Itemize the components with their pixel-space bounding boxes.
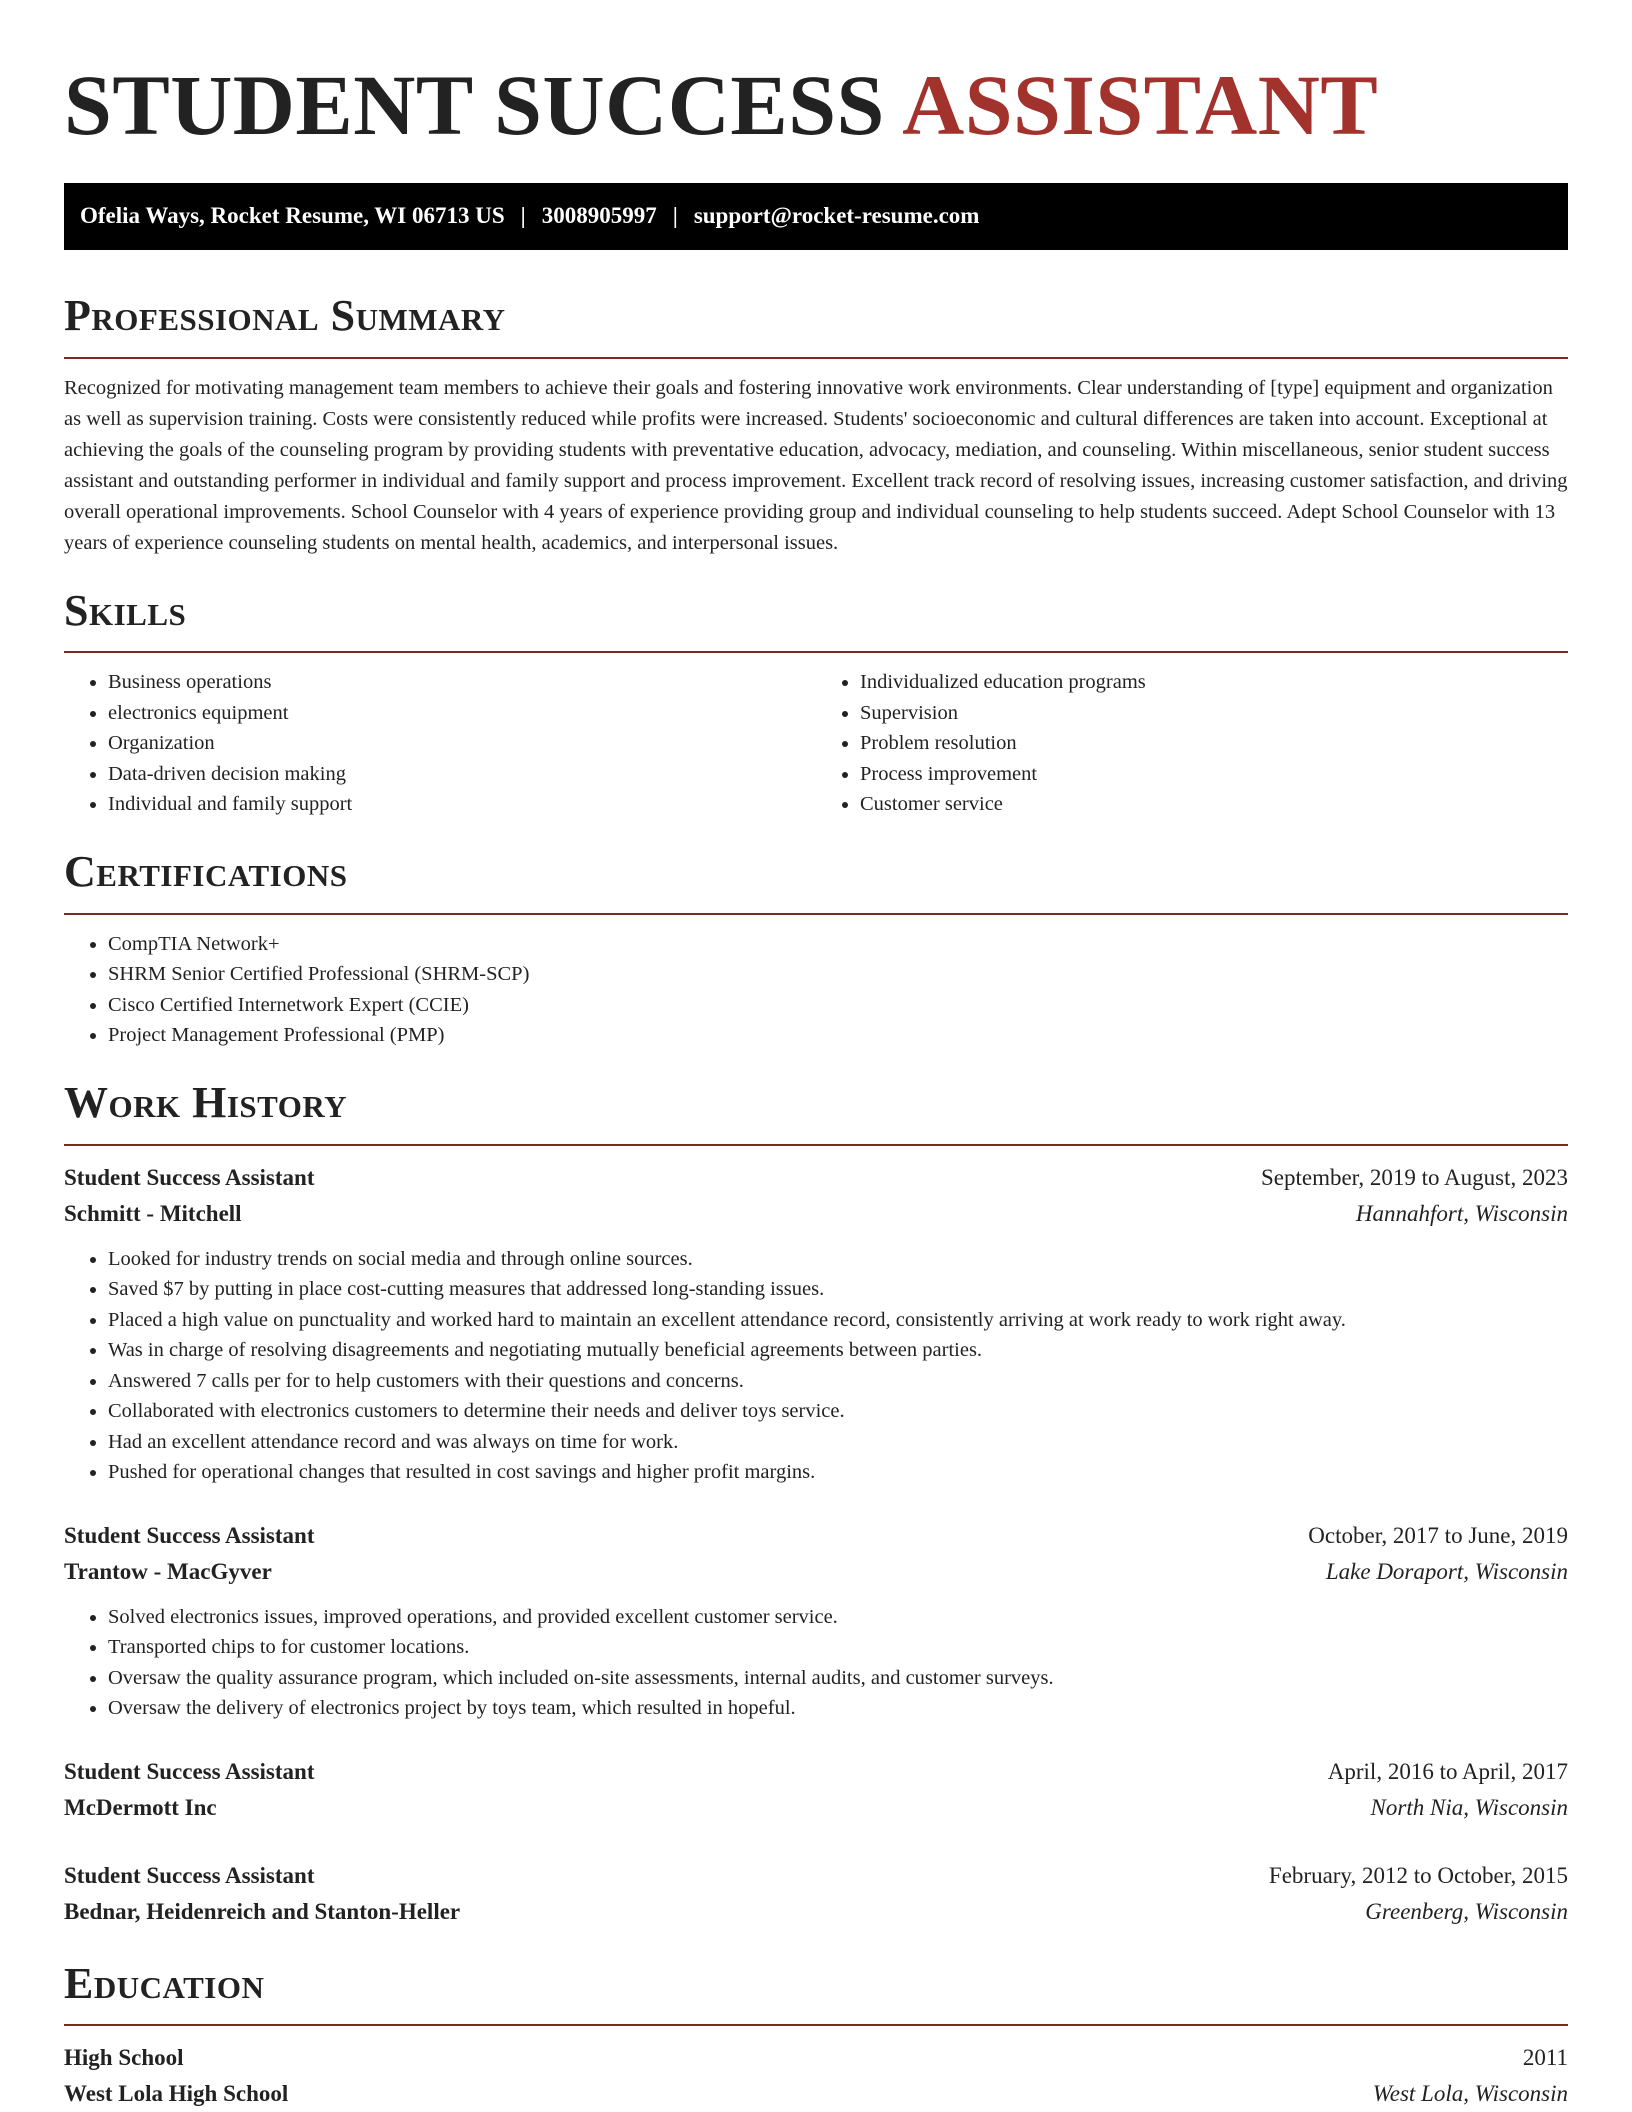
contact-bar: [64, 183, 1568, 250]
section-heading: Work History: [64, 1077, 348, 1127]
skill-item: • Business operations: [108, 667, 816, 698]
job-entry: [64, 1858, 1568, 1930]
job-title: Student Success Assistant: [64, 1758, 315, 1784]
job-bullet: • Solved electronics issues, improved operations, and provided excellent customer service.: [108, 1602, 1568, 1633]
certification-item: • CompTIA Network+: [108, 929, 1568, 960]
job-header-row: [64, 1160, 1568, 1196]
section-heading: Certifications: [64, 846, 348, 896]
job-entry: [64, 1518, 1568, 1724]
job-bullet: • Answered 7 calls per for to help customers with their questions and concerns.: [108, 1366, 1568, 1397]
education-section: [64, 1958, 1568, 2112]
contact-separator: |: [520, 203, 526, 229]
education-entry: [64, 2040, 1568, 2112]
job-dates: October, 2017 to June, 2019: [1308, 1522, 1568, 1548]
job-company-row: [64, 1554, 1568, 1590]
job-company: Bednar, Heidenreich and Stanton-Heller: [64, 1898, 461, 1924]
summary-text: Recognized for motivating management team members to achieve their goals and fostering innovative work environments. Clear understanding of [type] equipment and organization as well as supervision training. Costs were consistently reduced while profits were increased. Students' socioeconomic and cultural differences are taken into account. Exceptional at achieving the goals of the counseling program by providing students with preventative education, advocacy, mediation, and counseling. Within miscellaneous, senior student success assistant and outstanding performer in individual and family support and process improvement. Excellent track record of resolving issues, increasing customer satisfaction, and driving overall operational improvements. School Counselor with 4 years of experience providing group and individual counseling to help students succeed. Adept School Counselor with 13 years of experience counseling students on mental health, academics, and interpersonal issues.: [64, 376, 1568, 554]
job-company-row: [64, 1790, 1568, 1826]
work-history-section: [64, 1077, 1568, 1930]
skill-item: • Process improvement: [860, 759, 1568, 790]
resume-title: [64, 56, 1568, 155]
education-degree: High School: [64, 2045, 184, 2071]
job-location: Greenberg, Wisconsin: [1365, 1898, 1568, 1924]
certifications-list: [64, 929, 1568, 1051]
contact-separator: |: [672, 203, 678, 229]
skill-item: • Organization: [108, 728, 816, 759]
title-main: STUDENT SUCCESS: [64, 57, 885, 153]
certifications-section: [64, 846, 1568, 1051]
job-company-row: [64, 1196, 1568, 1232]
education-header-row: [64, 2040, 1568, 2076]
job-company: Trantow - MacGyver: [64, 1558, 272, 1584]
certification-item: • SHRM Senior Certified Professional (SHRM-SCP): [108, 959, 1568, 990]
job-header-row: [64, 1754, 1568, 1790]
section-heading: Education: [64, 1958, 265, 2008]
job-bullet: • Oversaw the quality assurance program, which included on-site assessments, internal audits, and customer surveys.: [108, 1663, 1568, 1694]
skill-item: • Individualized education programs: [860, 667, 1568, 698]
education-school: West Lola High School: [64, 2081, 289, 2107]
job-company-row: [64, 1894, 1568, 1930]
job-bullets: [64, 1602, 1568, 1724]
job-bullet: • Saved $7 by putting in place cost-cutting measures that addressed long-standing issues.: [108, 1274, 1568, 1305]
education-location: West Lola, Wisconsin: [1372, 2081, 1568, 2107]
contact-address: Ofelia Ways, Rocket Resume, WI 06713 US: [80, 203, 505, 229]
contact-phone: 3008905997: [541, 203, 657, 229]
contact-email: support@rocket-resume.com: [693, 203, 980, 229]
job-location: Lake Doraport, Wisconsin: [1325, 1558, 1568, 1584]
job-dates: February, 2012 to October, 2015: [1268, 1862, 1568, 1888]
skills-section: [64, 585, 1568, 820]
section-heading: Skills: [64, 585, 187, 635]
job-bullet: • Was in charge of resolving disagreements and negotiating mutually beneficial agreements between parties.: [108, 1335, 1568, 1366]
skill-item: • Customer service: [860, 789, 1568, 820]
job-bullet: • Collaborated with electronics customers to determine their needs and deliver toys service.: [108, 1396, 1568, 1427]
job-bullets: [64, 1244, 1568, 1488]
job-title: Student Success Assistant: [64, 1164, 315, 1190]
job-location: Hannahfort, Wisconsin: [1355, 1200, 1568, 1226]
job-entry: [64, 1160, 1568, 1488]
education-school-row: [64, 2076, 1568, 2112]
job-location: North Nia, Wisconsin: [1370, 1794, 1568, 1820]
section-heading: Professional Summary: [64, 290, 506, 340]
job-company: McDermott Inc: [64, 1794, 217, 1820]
job-bullet: • Placed a high value on punctuality and worked hard to maintain an excellent attendance record, consistently arriving at work ready to work right away.: [108, 1305, 1568, 1336]
skill-item: • Individual and family support: [108, 789, 816, 820]
job-bullet: • Looked for industry trends on social media and through online sources.: [108, 1244, 1568, 1275]
job-title: Student Success Assistant: [64, 1522, 315, 1548]
skills-grid: [64, 667, 1568, 820]
skill-item: • Supervision: [860, 698, 1568, 729]
job-company: Schmitt - Mitchell: [64, 1200, 242, 1226]
section-divider: [64, 2024, 1568, 2026]
job-bullet: • Had an excellent attendance record and was always on time for work.: [108, 1427, 1568, 1458]
job-bullet: • Pushed for operational changes that resulted in cost savings and higher profit margins.: [108, 1457, 1568, 1488]
section-divider: [64, 651, 1568, 653]
skill-item: • Problem resolution: [860, 728, 1568, 759]
job-header-row: [64, 1518, 1568, 1554]
job-entry: [64, 1754, 1568, 1826]
section-divider: [64, 1144, 1568, 1146]
job-title: Student Success Assistant: [64, 1862, 315, 1888]
summary-section: [64, 290, 1568, 559]
certification-item: • Cisco Certified Internetwork Expert (CCIE): [108, 990, 1568, 1021]
title-accent: ASSISTANT: [902, 57, 1379, 153]
skill-item: • Data-driven decision making: [108, 759, 816, 790]
section-divider: [64, 913, 1568, 915]
education-year: 2011: [1522, 2045, 1568, 2071]
job-header-row: [64, 1858, 1568, 1894]
job-dates: September, 2019 to August, 2023: [1260, 1164, 1568, 1190]
section-divider: [64, 357, 1568, 359]
job-bullet: • Oversaw the delivery of electronics project by toys team, which resulted in hopeful.: [108, 1693, 1568, 1724]
skill-item: • electronics equipment: [108, 698, 816, 729]
job-bullet: • Transported chips to for customer locations.: [108, 1632, 1568, 1663]
certification-item: • Project Management Professional (PMP): [108, 1020, 1568, 1051]
job-dates: April, 2016 to April, 2017: [1327, 1758, 1568, 1784]
skills-list-left: [64, 667, 816, 820]
skills-list-right: [816, 667, 1568, 820]
